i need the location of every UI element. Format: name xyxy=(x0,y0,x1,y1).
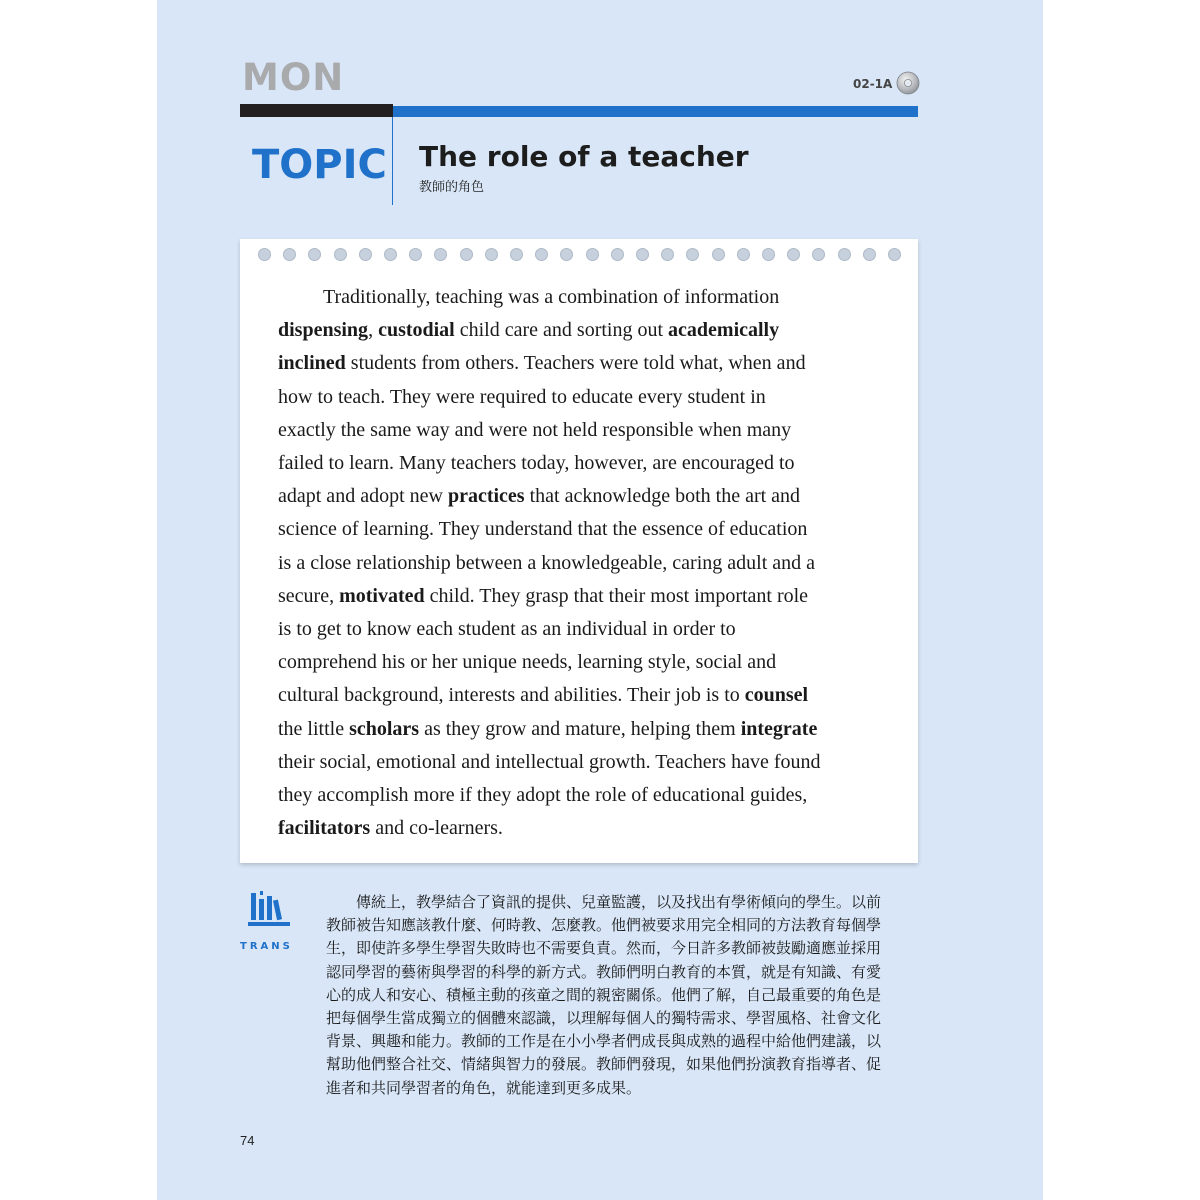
notebook-ring xyxy=(586,248,599,261)
passage-line xyxy=(278,447,890,480)
day-label: MON xyxy=(242,56,345,99)
translation-line: 心的成人和安心、積極主動的孩童之間的親密關係。他們了解，自己最重要的角色是 xyxy=(326,985,882,1004)
header-rule-black xyxy=(240,104,393,117)
translation-line: 認同學習的藝術與學習的科學的新方式。教師們明白教育的本質，就是有知識、有愛 xyxy=(326,962,882,981)
passage-text: science of learning. They understand that the essence of education xyxy=(278,518,808,541)
vocabulary-word: inclined xyxy=(278,352,346,375)
passage-text: cultural background, interests and abilities. Their job is to xyxy=(278,684,745,707)
notebook-ring xyxy=(888,248,901,261)
translation-line: 背景、興趣和能力。教師的工作是在小小學者們成長與成熟的過程中給他們建議，以 xyxy=(326,1032,882,1051)
passage-text: , xyxy=(368,319,379,342)
notebook-ring xyxy=(737,248,750,261)
passage-text: exactly the same way and were not held responsible when many xyxy=(278,418,792,441)
vocabulary-word: motivated xyxy=(339,584,425,607)
passage-text: is a close relationship between a knowledgeable, caring adult and a xyxy=(278,551,816,574)
passage-line xyxy=(278,646,890,679)
vocabulary-word: facilitators xyxy=(278,817,371,840)
cd-icon[interactable] xyxy=(896,71,920,95)
notebook-ring xyxy=(434,248,447,261)
vocabulary-word: dispensing xyxy=(278,319,369,342)
passage-line xyxy=(278,779,890,812)
notebook-ring xyxy=(762,248,775,261)
translation-text xyxy=(326,891,920,1100)
topic-title: The role of a teacher xyxy=(419,140,749,173)
passage-text: child. They grasp that their most important role xyxy=(424,584,809,607)
passage-text: Traditionally, teaching was a combination of information xyxy=(323,286,780,308)
translation-line: 傳統上，教學結合了資訊的提供、兒童監護，以及找出有學術傾向的學生。以前 xyxy=(356,893,882,911)
passage-text: the little xyxy=(278,717,350,740)
notebook-ring xyxy=(838,248,851,261)
notebook-ring xyxy=(460,248,473,261)
passage-text: that acknowledge both the art and xyxy=(524,485,801,508)
passage-line xyxy=(278,547,890,580)
reading-passage xyxy=(278,281,890,845)
passage-line xyxy=(278,513,890,546)
passage-line xyxy=(278,347,890,380)
passage-line xyxy=(278,580,890,613)
passage-line xyxy=(278,613,890,646)
vocabulary-word: scholars xyxy=(349,717,420,740)
notebook-ring xyxy=(636,248,649,261)
notebook-ring xyxy=(334,248,347,261)
notebook-rings xyxy=(258,248,900,262)
passage-line xyxy=(278,414,890,447)
notebook-ring xyxy=(812,248,825,261)
notebook-ring xyxy=(560,248,573,261)
passage-text: their social, emotional and intellectual growth. Teachers have found xyxy=(278,750,821,773)
notebook-ring xyxy=(863,248,876,261)
vocabulary-word: custodial xyxy=(378,319,455,342)
page-number: 74 xyxy=(240,1133,255,1148)
notebook-ring xyxy=(485,248,498,261)
passage-text: they accomplish more if they adopt the role of educational guides, xyxy=(278,784,808,807)
notebook-ring xyxy=(258,248,271,261)
passage-text: how to teach. They were required to educate every student in xyxy=(278,385,766,408)
notebook-ring xyxy=(712,248,725,261)
passage-line xyxy=(278,713,890,746)
passage-text: and co-learners. xyxy=(370,817,503,840)
translation-line: 把每個學生當成獨立的個體來認識，以理解每個人的獨特需求、學習風格、社會文化 xyxy=(326,1009,882,1028)
translation-label: TRANS xyxy=(240,941,293,952)
notebook-ring xyxy=(661,248,674,261)
passage-line xyxy=(278,281,890,314)
passage-text: as they grow and mature, helping them xyxy=(419,717,741,740)
topic-subtitle: 教師的角色 xyxy=(419,180,485,195)
notebook-ring xyxy=(308,248,321,261)
notebook-ring xyxy=(686,248,699,261)
passage-line xyxy=(278,812,890,845)
passage-text: adapt and adopt new xyxy=(278,485,448,508)
passage-text: is to get to know each student as an individual in order to xyxy=(278,618,736,641)
topic-label: TOPIC xyxy=(252,142,387,188)
vocabulary-word: practices xyxy=(447,485,525,508)
header-rule-blue xyxy=(393,106,918,117)
notebook-ring xyxy=(611,248,624,261)
track-number: 02-1A xyxy=(853,77,893,91)
notebook-ring xyxy=(359,248,372,261)
passage-line xyxy=(278,746,890,779)
vocabulary-word: counsel xyxy=(744,684,809,707)
passage-text: secure, xyxy=(278,584,340,607)
notebook-ring xyxy=(535,248,548,261)
notebook-ring xyxy=(283,248,296,261)
passage-text: students from others. Teachers were told what, when and xyxy=(345,352,806,375)
passage-line xyxy=(278,679,890,712)
passage-text: failed to learn. Many teachers today, however, are encouraged to xyxy=(278,452,795,475)
passage-text: comprehend his or her unique needs, learning style, social and xyxy=(278,651,777,674)
notebook-ring xyxy=(409,248,422,261)
notebook-ring xyxy=(384,248,397,261)
translation-line: 教師被告知應該教什麼、何時教、怎麼教。他們被要求用完全相同的方法教育每個學 xyxy=(326,916,882,935)
vocabulary-word: academically xyxy=(668,319,780,342)
notebook-ring xyxy=(510,248,523,261)
translation-line: 生，即使許多學生學習失敗時也不需要負責。然而，今日許多教師被鼓勵適應並採用 xyxy=(326,939,882,958)
passage-line xyxy=(278,314,890,347)
translation-line: 幫助他們整合社交、情緒與智力的發展。教師們發現，如果他們扮演教育指導者、促 xyxy=(326,1055,882,1074)
notebook-ring xyxy=(787,248,800,261)
books-icon xyxy=(248,891,290,927)
passage-text: child care and sorting out xyxy=(454,319,669,342)
vocabulary-word: integrate xyxy=(740,717,818,740)
passage-line xyxy=(278,381,890,414)
passage-line xyxy=(278,480,890,513)
topic-divider xyxy=(392,117,393,205)
translation-line: 進者和共同學習者的角色，就能達到更多成果。 xyxy=(326,1078,642,1097)
